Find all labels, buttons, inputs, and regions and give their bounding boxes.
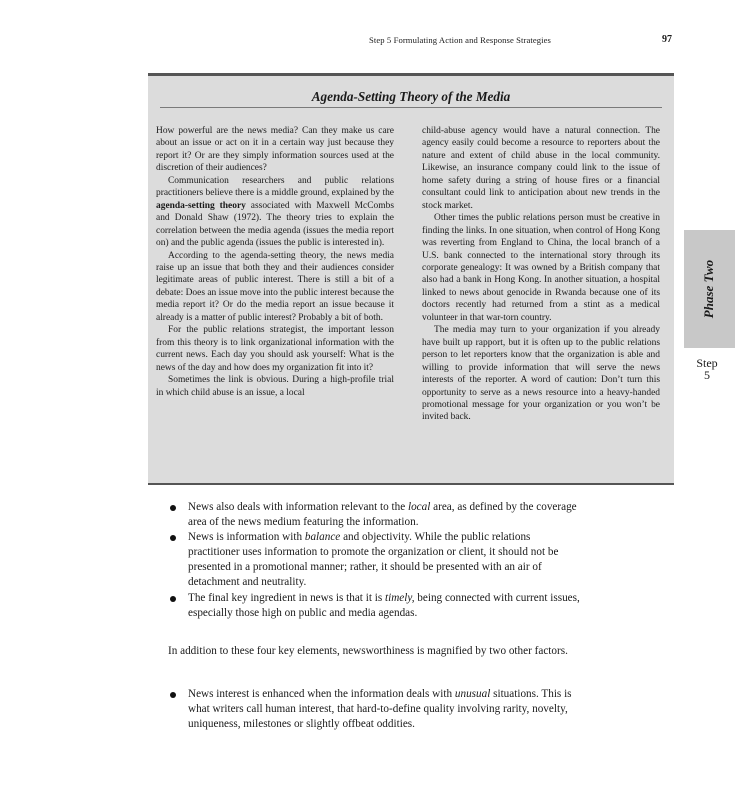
bullet-text-before: News is information with	[188, 531, 305, 544]
bullet-emphasis: balance	[304, 531, 341, 544]
phase-label: Phase Two	[701, 259, 716, 319]
agenda-setting-sidebar	[148, 73, 674, 485]
bullet-emphasis: local	[407, 501, 431, 513]
bullet-text-before: The final key ingredient in news is that it is	[188, 591, 385, 604]
list-item	[170, 591, 582, 621]
page-number: 97	[662, 34, 672, 45]
sidebar-left-column	[156, 125, 394, 399]
left-paragraph-3: According to the agenda-setting theory, the news media raise up an issue that both they and their audiences consider legitimate areas of public interest. There is still a bit of a debate: Does an issue move into the public interest because the media report it? Or do the media report an issue because it already is a matter of public interest? Probably a bit of both.	[156, 250, 394, 323]
p2-text-after: associated with Maxwell McCombs and Donald Shaw (1972). The theory tries to explain the correlation between the media agenda (issues the media report on) and the public agenda (issues the public is interested in).	[156, 200, 394, 249]
bullet-text-after: situations. This is what writers call human interest, that hard-to-define quality involving rarity, novelty, uniqueness, milestones or slightly offbeat oddities.	[188, 688, 572, 731]
right-paragraph-2: Other times the public relations person must be creative in finding the links. In one situation, when control of Hong Kong was reverting from England to China, the local branch of a U.S. bank connected to the international story through its corporate genealogy: It was owned by a British company that also had a bank in Hong Kong. In another situation, a hospital linked to news about genocide in Rwanda because one of its doctors recently had returned from a stint as a medical volunteer in that war-torn country.	[422, 213, 660, 323]
list-item	[170, 530, 582, 590]
p2-text-before: Communication researchers and public relations practitioners believe there is a middle ground, explained by the	[156, 175, 394, 199]
agenda-setting-term: agenda-setting theory	[156, 200, 246, 211]
bullet-text-after: and objectivity. While the public relations practitioner uses information to promote the organization or client, it should not be presented in a promotional manner; rather, it should be presented with an air of detachment and neutrality.	[188, 531, 559, 589]
step-label	[684, 357, 730, 381]
step-word: Step	[696, 356, 718, 370]
list-item	[170, 687, 582, 732]
left-paragraph-5: Sometimes the link is obvious. During a high-profile trial in which child abuse is an issue, a local	[156, 375, 394, 398]
bullet-text-before: News interest is enhanced when the information deals with	[188, 688, 455, 700]
left-paragraph-2	[156, 175, 394, 250]
right-paragraph-3: The media may turn to your organization if you already have built up rapport, but it is often up to the public relations person to let reporters know that the organization is able and willing to provide information that will serve the news interests of the reporter. A word of caution: Don’t turn this opportunity to serve as a news resource into a heavy-handed promotional message for your organization or you won’t be invited back.	[422, 325, 660, 423]
bullet-text-before: News also deals with information relevant to the	[188, 501, 408, 513]
additional-factors-list	[170, 687, 582, 732]
body-paragraph: In addition to these four key elements, newsworthiness is magnified by two other factors.	[168, 645, 568, 657]
bullet-icon	[170, 535, 176, 541]
right-paragraph-1: child-abuse agency would have a natural connection. The agency easily could become a resource to reporters about the nature and extent of child abuse in the local community. Likewise, an insurance company could link to the issue of home safety during a string of house fires or a financial consultant could link to anticipation about new trends in the stock market.	[422, 126, 660, 211]
bullet-icon	[170, 505, 176, 511]
sidebar-right-column	[422, 125, 660, 424]
bullet-emphasis: timely,	[384, 591, 415, 604]
bullet-text-after: area, as defined by the coverage area of the news medium featuring the information.	[188, 501, 577, 529]
title-rule	[160, 107, 662, 108]
news-elements-list	[170, 500, 582, 621]
bullet-icon	[170, 692, 176, 698]
bullet-text-after: being connected with current issues, especially those high on public and media agendas.	[188, 591, 580, 619]
sidebar-title: Agenda-Setting Theory of the Media	[311, 89, 511, 104]
list-item	[170, 500, 582, 530]
running-head: Step 5 Formulating Action and Response Strategies	[369, 35, 552, 45]
bullet-icon	[170, 596, 176, 602]
bullet-emphasis: unusual	[454, 688, 491, 700]
step-number: 5	[704, 368, 710, 382]
left-paragraph-1: How powerful are the news media? Can they make us care about an issue or act on it in a certain way just because they report it? Or are they simply information sources used at the discretion of their audiences?	[156, 126, 394, 174]
phase-tab	[684, 230, 735, 348]
left-paragraph-4: For the public relations strategist, the important lesson from this theory is to link organizational information with the current news. Each day you should ask yourself: What is the news of the day and how does my organization fit into it?	[156, 325, 394, 373]
